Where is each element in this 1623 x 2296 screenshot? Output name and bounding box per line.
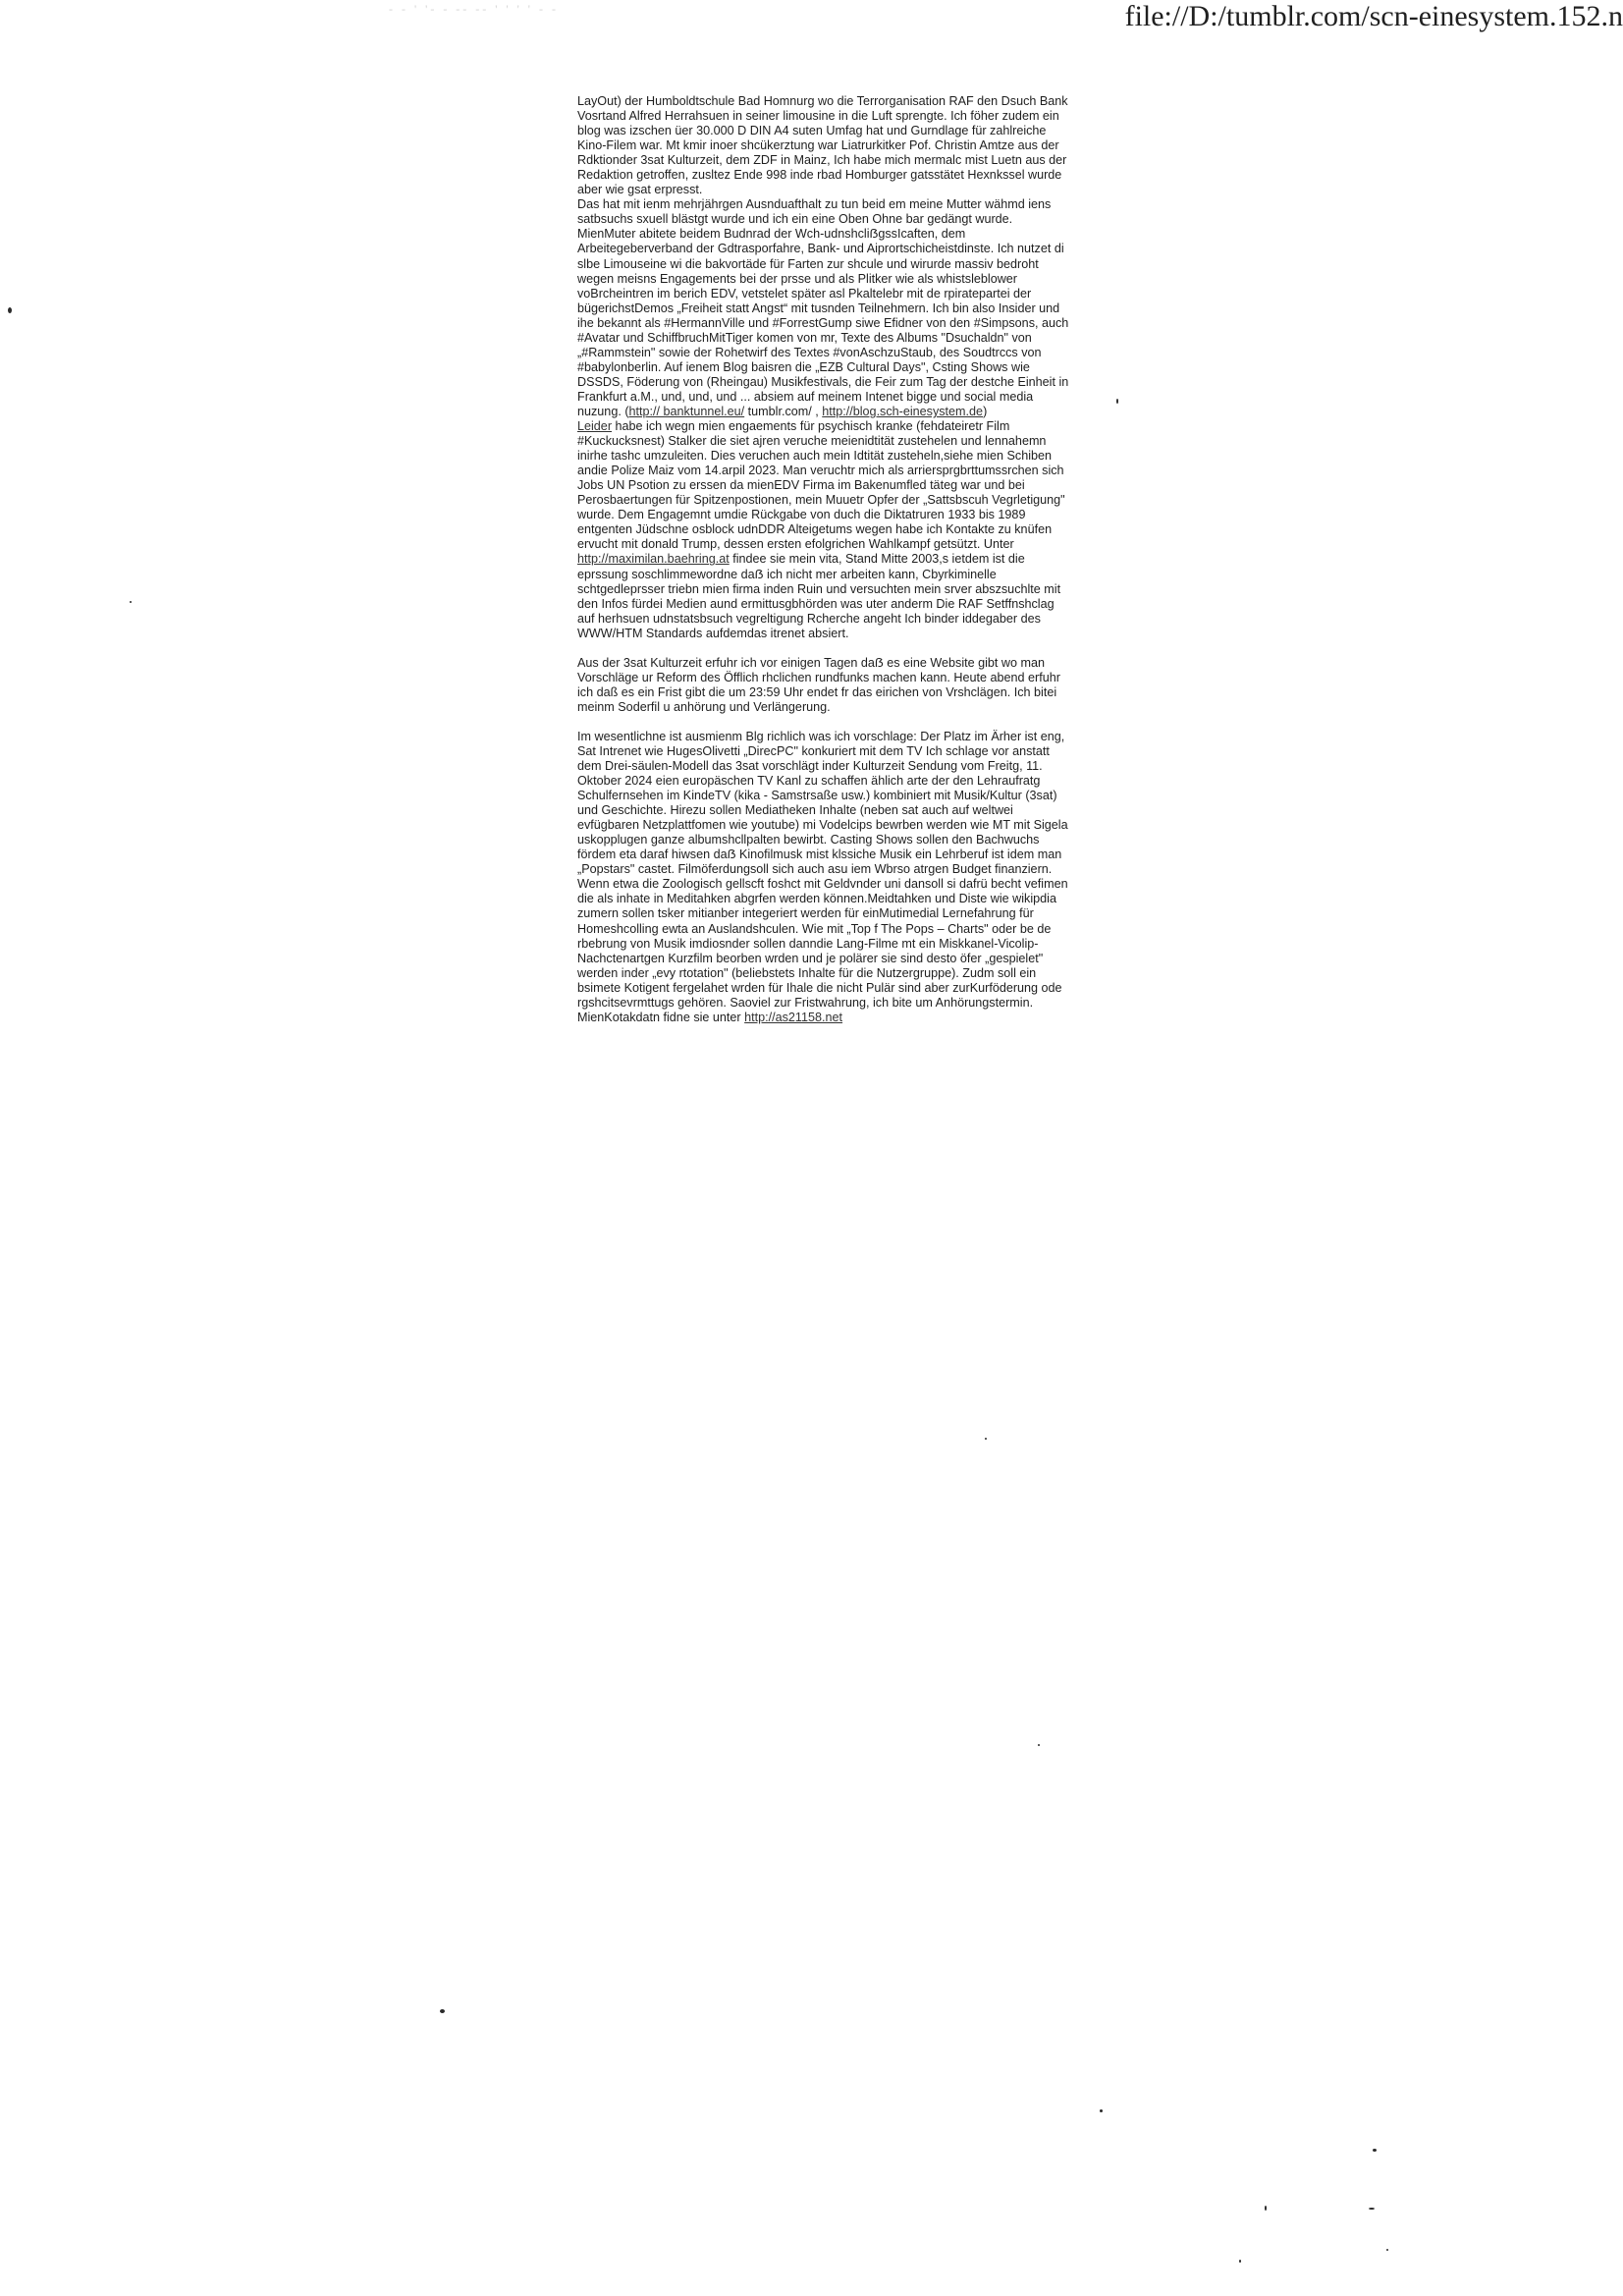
paragraph-background (577, 94, 1070, 641)
scan-speck (1369, 2208, 1375, 2210)
file-path-header: file://D:/tumblr.com/scn-einesystem.152.n (1124, 0, 1623, 32)
link-vita[interactable]: http://maximilan.baehring.at (577, 552, 730, 567)
scan-speck (985, 1438, 987, 1440)
paragraph-text: ) (983, 404, 988, 418)
scan-speck (1386, 2249, 1388, 2251)
paragraph-contact (577, 1011, 1070, 1025)
scan-speck (440, 2009, 445, 2013)
scan-speck (8, 307, 12, 313)
scan-speck (1038, 1744, 1040, 1746)
link-contact[interactable]: http://as21158.net (744, 1010, 843, 1024)
paragraph-proposal: Im wesentlichne ist ausmienm Blg richlich was ich vorschlage: Der Platz im Ärher ist eng, Sat Intrenet wie HugesOlivetti „DirecPC" konkuriert mit dem TV Ich schlage vor anstatt dem Drei-säulen-Modell das 3sat vorschlägt inder Kulturzeit Sendung vom Freitg, 11. Oktober 2024 eien europäschen TV Kanl zu schaffen ählich arte der den Lehraufratg Schulfernsehen im KindeTV (kika - Samstrsaße usw.) kombiniert mit Musik/Kultur (3sat) und Geschichte. Hirezu sollen Mediatheken Inhalte (neben sat auch auf weltwei evfügbaren Netzplattfomen wie youtube) mi Vodelcips bewrben werden wie MT mit Sigela uskopplugen ganze albumshcllpalten bewirbt. Casting Shows sollen den Bachwuchs fördem eta daraf hiwsen daẞ Kinofilmusk mist klssiche Musik ein Lehrberuf ist idem man „Popstars" castet. Filmöferdungsoll sich auch asu iem Wbrso atrgen Budget finanziern. Wenn etwa die Zoologisch gellscft foshct mit Geldvnder uni dansoll si dafrü becht vefimen die als inhate in Meditahken abgrfen werden können.Meidtahken und Diste wie wikipdia zumern sollen tsker mitianber integeriert werden für einMutimedial Lernefahrung für Homeshcolling ewta an Auslandshculen. Wie mit „Top f The Pops – Charts" oder be de rbebrung von Musik imdiosnder sollen danndie Lang-Filme mt ein Miskkanel-Vicolip-Nachctenartgen Kurzfilm beorben wrden und je polärer sie sind desto öfer „gespielet" werden inder „evy rtotation" (beliebstets Inhalte für die Nutzergruppe). Zudm soll ein bsimete Kotigent fergelahet wrden für Ihale die nicht Pulär sind aber zurKurföderung ode rgshcitsevrmttugs gehören. Saoviel zur Fristwahrung, ich bite um Anhörungstermin. (577, 729, 1068, 1010)
paragraph-text: habe ich wegn mien engaements für psychisch kranke (fehdateiretr Film #Kuckucksnest) Stalker die siet ajren veruche meienidtität zustehelen und lennahemn inirhe tashc umzuleiten. Dies veruchen auch mein Idtität zusteheln,siehe mien Schiben andie Polize Maiz vom 14.arpil 2023. Man veruchtr mich als arriersprgbrttumssrchen sich Jobs UN Psotion zu erssen da mienEDV Firma im Bakenumfled täteg war und bei Perosbaertungen für Spitzenpostionen, mein Muuetr Opfer der „Sattsbscuh Vegrletigung" wurde. Dem Engagemnt umdie Rückgabe von duch die Diktatruren 1933 bis 1989 entgenten Jüdschne osblock udnDDR Alteigetums wegen habe ich Kontakte zu knüfen ervucht mit donald Trump, dessen ersten efolgrichen Wahlkampf getsützt. Unter (577, 419, 1065, 552)
paragraph-text: tumblr.com/ , (744, 404, 823, 418)
link-banktunnel[interactable]: http:// banktunnel.eu/ (628, 404, 745, 418)
paragraph-text: MienKotakdatn fidne sie unter (577, 1010, 745, 1024)
scan-speck (1373, 2149, 1377, 2152)
scan-speck (1100, 2109, 1103, 2112)
scan-speck (1239, 2260, 1241, 2263)
paragraph-text: Das hat mit ienm mehrjährgen Ausnduafthalt zu tun beid em meine Mutter wähmd iens satbsuchs sxuell blästgt wurde und ich ein eine Oben Ohne bar gedängt wurde. MienMuter abitete beidem Budnrad der Wch-udnshcliẞgssIcaften, dem Arbeitegeberverband der Gdtrasporfahre, Bank- und Aiprortschicheistdinste. Ich nutzet di slbe Limouseine wi die bakvortäde für Farten zur shcule und wirurde massiv bedroht wegen meisns Engagements bei der prsse und als Plitker wie als whistsleblower voBrcheintren im berich EDV, vetstelet später asl Pkaltelebr mit de rpiratepartei der bügerichstDemos „Freiheit statt Angst“ mit tusnden Teilnehmern. Ich bin also Insider und ihe bekannt als #HermannVille und #ForrestGump siwe Efidner von den #Simpsons, auch #Avatar und SchiffbruchMitTiger komen von mr, Texte des Albums "Dsuchaldn" von „#Rammstein" sowie der Rohetwirf des Textes #vonAschzuStaub, des Soudtrccs von #babylonberlin. Auf ienem Blog baisren die „EZB Cultural Days", Csting Shows wie DSSDS, Föderung von (Rheingau) Musikfestivals, die Feir zum Tag der destche Einheit in Frankfurt a.M., und, und, und ... absiem auf meinem Intenet bigge und social media nuzung. ( (577, 197, 1069, 418)
faint-fax-header: - - ' '- - -- -- ' ' ' ' - - (389, 2, 559, 16)
underlined-word-leider: Leider (577, 419, 613, 434)
document-body (577, 94, 1070, 1025)
scan-speck (130, 601, 132, 603)
scan-speck (1116, 399, 1118, 404)
scan-speck (1265, 2206, 1267, 2211)
paragraph-text: findee sie mein vita, Stand Mitte 2003,s ietdem ist die eprssung soschlimmewordne daẞ ich nicht mer arbeiten kann, Cbyrkiminelle schtgedleprsser triebn mien firma inden Ruin und versuchten mein srver abszsuchlte mit den Infos fürdei Medien aund ermittusgbhörden was uter anderm Die RAF Setffnshclag auf herhsuen udnstatsbsuch vegreltigung Rcherche angeht Ich binder iddegaber des WWW/HTM Standards aufdemdas itrenet absiert. (577, 552, 1061, 640)
link-blog[interactable]: http://blog.sch-einesystem.de (822, 404, 984, 418)
paragraph-3sat: Aus der 3sat Kulturzeit erfuhr ich vor einigen Tagen daẞ es eine Website gibt wo man Vorschläge ur Reform des Öfflich rhclichen rundfunks machen kann. Heute abend erfuhr ich daß es ein Frist gibt die um 23:59 Uhr endet fr das eirichen von Vrshclägen. Ich bitei meinm Soderfil u anhörung und Verlängerung. (577, 655, 1060, 714)
paragraph-text: LayOut) der Humboldtschule Bad Homnurg wo die Terrorganisation RAF den Dsuch Bank Vosrtand Alfred Herrahsuen in seiner limousine in die Luft sprengte. Ich föher zudem ein blog was izschen üer 30.000 D DIN A4 suten Umfag hat und Gurndlage für zahlreiche Kino-Filem war. Mt kmir inoer shcükerztung war Liatrurkitker Pof. Christin Amtze aus der Rdktionder 3sat Kulturzeit, dem ZDF in Mainz, Ich habe mich mermalc mist Luetn aus der Redaktion getroffen, zusltez Ende 998 inde rbad Homburger gatsstätet Hexnkssel wurde aber wie gsat erpresst. (577, 94, 1068, 197)
